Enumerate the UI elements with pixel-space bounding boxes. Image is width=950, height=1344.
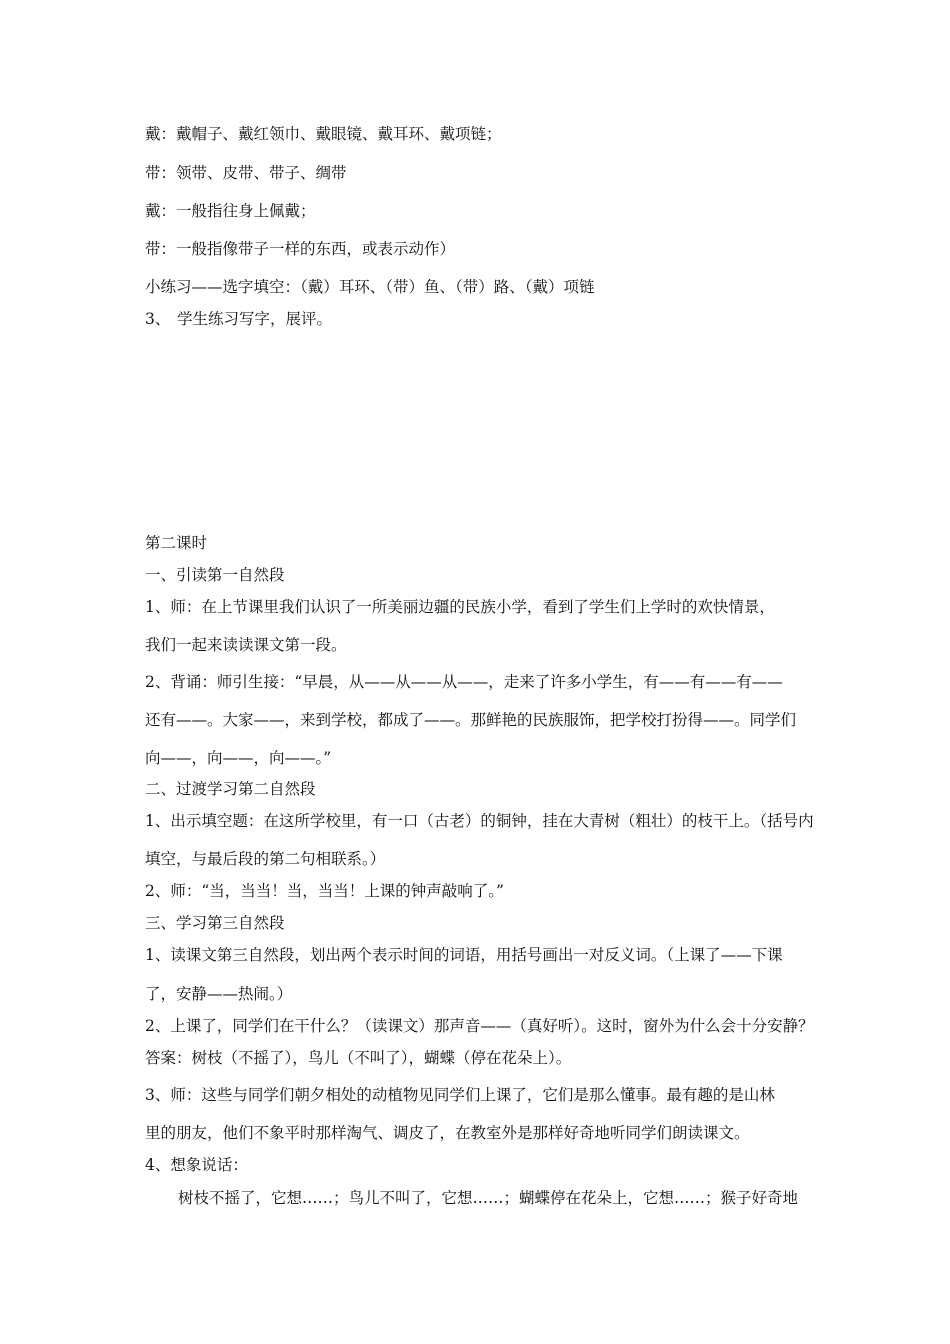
dai2-examples: 带：领带、皮带、带子、绸带 bbox=[145, 164, 347, 182]
section3-item3-line2: 里的朋友，他们不象平时那样淘气、调皮了，在教室外是那样好奇地听同学们朗读课文。 bbox=[145, 1124, 750, 1142]
section1-item1-line1: 1、师：在上节课里我们认识了一所美丽边疆的民族小学，看到了学生们上学时的欢快情景， bbox=[145, 598, 775, 616]
section3-heading: 三、学习第三自然段 bbox=[145, 914, 285, 932]
dai2-meaning: 带：一般指像带子一样的东西，或表示动作） bbox=[145, 240, 456, 258]
section3-item3-line1: 3、师：这些与同学们朝夕相处的动植物见同学们上课了，它们是那么懂事。最有趣的是山林 bbox=[145, 1086, 775, 1104]
section2-heading: 二、过渡学习第二自然段 bbox=[145, 780, 316, 798]
section2-item1-line2: 填空，与最后段的第二句相联系。） bbox=[145, 850, 386, 868]
step-3-text: 学生练习写字，展评。 bbox=[177, 310, 333, 328]
section2-item2: 2、师：“当，当当！当，当当！上课的钟声敲响了。” bbox=[145, 882, 504, 900]
section3-item1-line2: 了，安静——热闹。） bbox=[145, 985, 293, 1003]
dai-examples: 戴：戴帽子、戴红领巾、戴眼镜、戴耳环、戴项链； bbox=[145, 125, 502, 143]
section3-item1-line1: 1、读课文第三自然段，划出两个表示时间的词语，用括号画出一对反义词。（上课了——下课 bbox=[145, 946, 783, 964]
section3-item4: 4、想象说话： bbox=[145, 1156, 248, 1174]
practice-exercise: 小练习——选字填空：（戴）耳环、（带）鱼、（带）路、（戴）项链 bbox=[145, 278, 595, 296]
section1-item2-line2: 还有——。大家——，来到学校，都成了——。那鲜艳的民族服饰，把学校打扮得——。同学们 bbox=[145, 711, 797, 729]
lesson2-title: 第二课时 bbox=[145, 534, 208, 552]
section3-item2-line1: 2、上课了，同学们在干什么？（读课文）那声音——（真好听）。这时，窗外为什么会十分安静？ bbox=[145, 1017, 814, 1035]
section1-heading: 一、引读第一自然段 bbox=[145, 566, 285, 584]
dai-meaning: 戴：一般指往身上佩戴； bbox=[145, 202, 316, 220]
section3-item4-text: 树枝不摇了，它想……；鸟儿不叫了，它想……；蝴蝶停在花朵上，它想……；猴子好奇地 bbox=[178, 1189, 799, 1207]
section1-item1-line2: 我们一起来读读课文第一段。 bbox=[145, 636, 347, 654]
section1-item2-line3: 向——，向——，向——。” bbox=[145, 749, 332, 767]
section1-item2-line1: 2、背诵：师引生接：“早晨，从——从——从——，走来了许多小学生，有——有——有—— bbox=[145, 673, 783, 691]
section2-item1-line1: 1、出示填空题：在这所学校里，有一口（古老）的铜钟，挂在大青树（粗壮）的枝干上。（括号内 bbox=[145, 812, 814, 830]
step-3-number: 3、 bbox=[145, 310, 171, 328]
step-3 bbox=[145, 309, 332, 329]
section3-item2-answer: 答案：树枝（不摇了），鸟儿（不叫了），蝴蝶（停在花朵上）。 bbox=[145, 1049, 572, 1067]
